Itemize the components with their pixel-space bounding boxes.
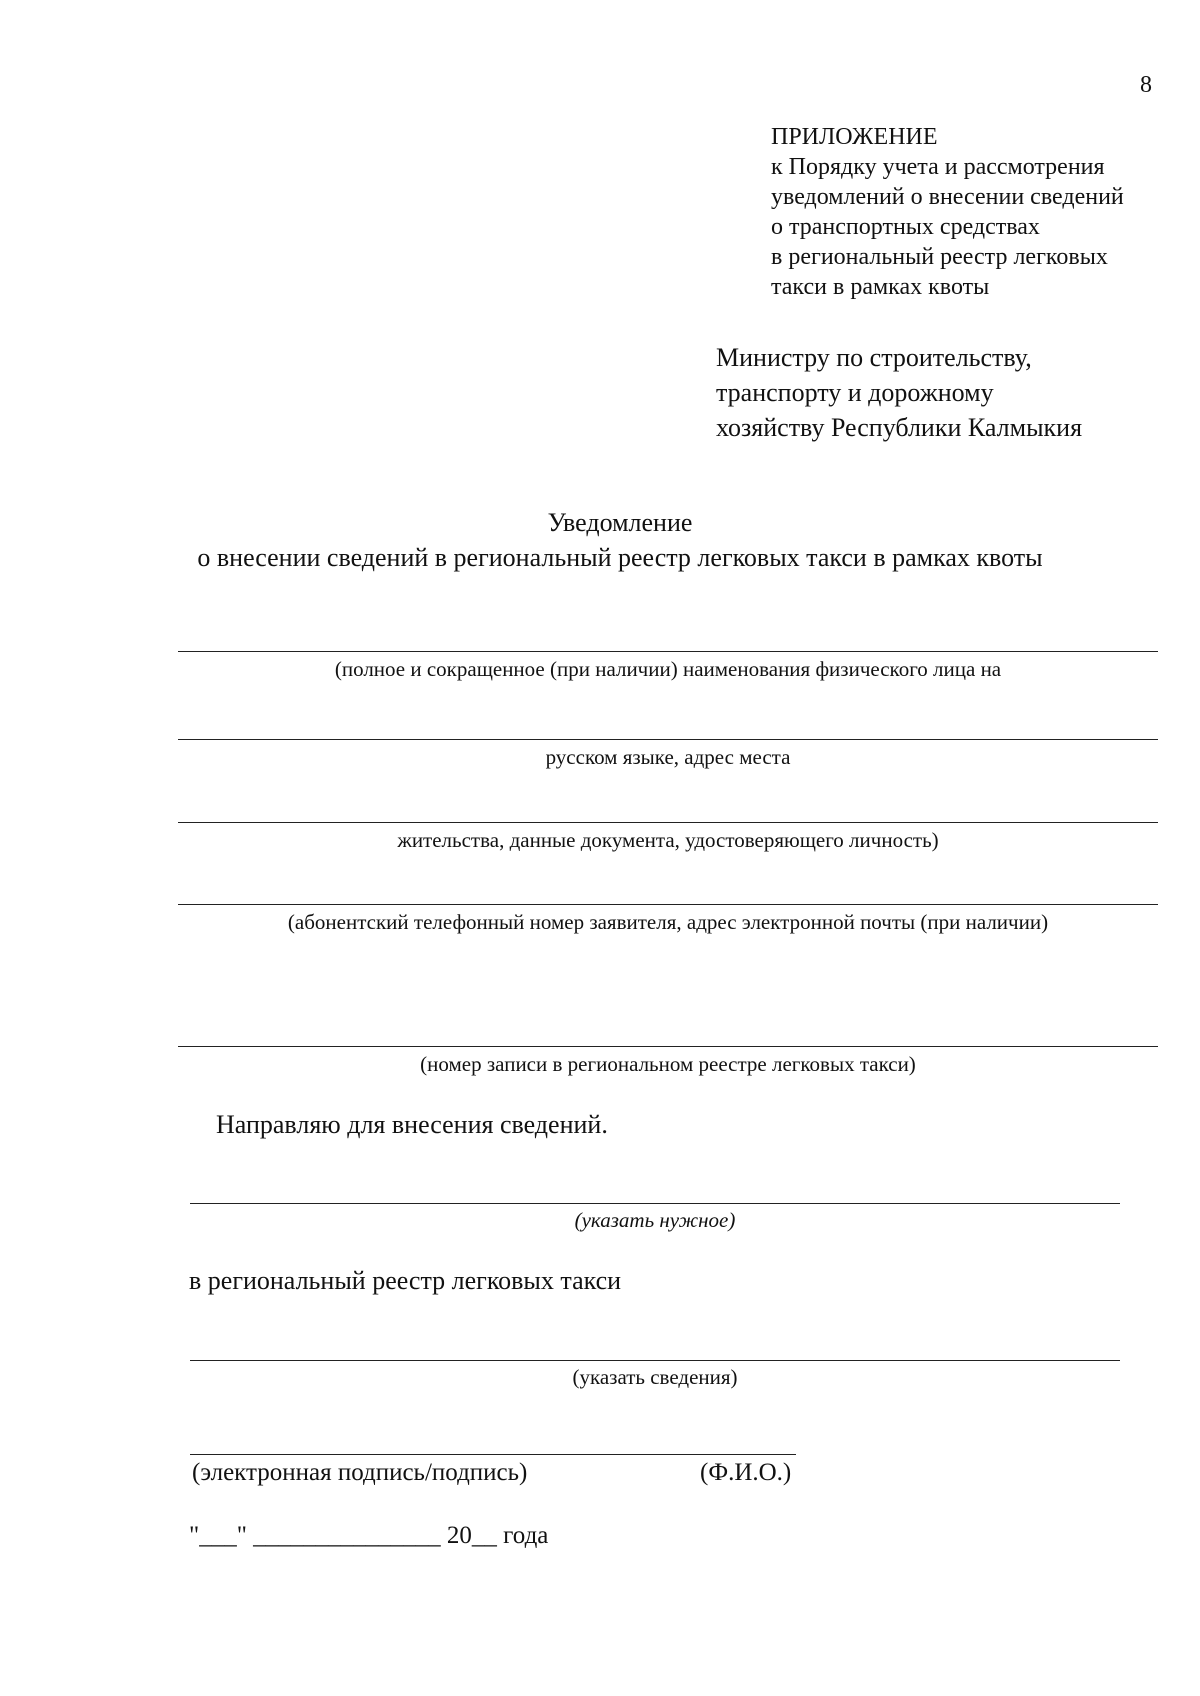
full-name-label: (Ф.И.О.)	[700, 1459, 792, 1486]
registry-record-caption: (номер записи в региональном реестре легковых такси)	[420, 1052, 916, 1076]
addressee-line: Министру по строительству,	[716, 343, 1032, 372]
applicant-language-caption: русском языке, адрес места	[545, 745, 791, 769]
specify-info-caption: (указать сведения)	[572, 1365, 738, 1389]
title-line-1: Уведомление	[547, 508, 693, 537]
date-field[interactable]: "___" _______________ 20__ года	[189, 1522, 549, 1549]
direct-text: Направляю для внесения сведений.	[216, 1110, 608, 1139]
appendix-block	[771, 122, 1124, 302]
registry-record-line[interactable]	[178, 1046, 1158, 1047]
applicant-language-line[interactable]	[178, 739, 1158, 740]
specify-needed-line[interactable]	[190, 1203, 1120, 1204]
signature-line[interactable]	[190, 1454, 796, 1455]
applicant-contacts-line[interactable]	[178, 904, 1158, 905]
document-title	[0, 505, 1200, 575]
appendix-line: такси в рамках квоты	[771, 274, 990, 300]
appendix-line: уведомлений о внесении сведений	[771, 184, 1124, 210]
registry-text: в региональный реестр легковых такси	[189, 1266, 622, 1295]
applicant-contacts-caption: (абонентский телефонный номер заявителя, адрес электронной почты (при наличии)	[287, 910, 1049, 934]
signature-label: (электронная подпись/подпись)	[192, 1459, 528, 1486]
specify-needed-caption: (указать нужное)	[574, 1208, 736, 1232]
specify-info-line[interactable]	[190, 1360, 1120, 1361]
applicant-name-line[interactable]	[178, 651, 1158, 652]
appendix-line: к Порядку учета и рассмотрения	[771, 154, 1105, 180]
addressee-line: хозяйству Республики Калмыкия	[716, 413, 1083, 442]
addressee-line: транспорту и дорожному	[716, 378, 994, 407]
applicant-residence-caption: жительства, данные документа, удостоверяющего личность)	[397, 828, 939, 852]
applicant-name-caption: (полное и сокращенное (при наличии) наименования физического лица на	[334, 657, 1002, 681]
appendix-heading: ПРИЛОЖЕНИЕ	[771, 124, 938, 150]
appendix-line: в региональный реестр легковых	[771, 244, 1108, 270]
applicant-residence-line[interactable]	[178, 822, 1158, 823]
appendix-line: о транспортных средствах	[771, 214, 1040, 240]
title-line-2: о внесении сведений в региональный реестр легковых такси в рамках квоты	[197, 543, 1043, 572]
page-number: 8	[1140, 72, 1152, 98]
addressee-block	[716, 340, 1082, 445]
